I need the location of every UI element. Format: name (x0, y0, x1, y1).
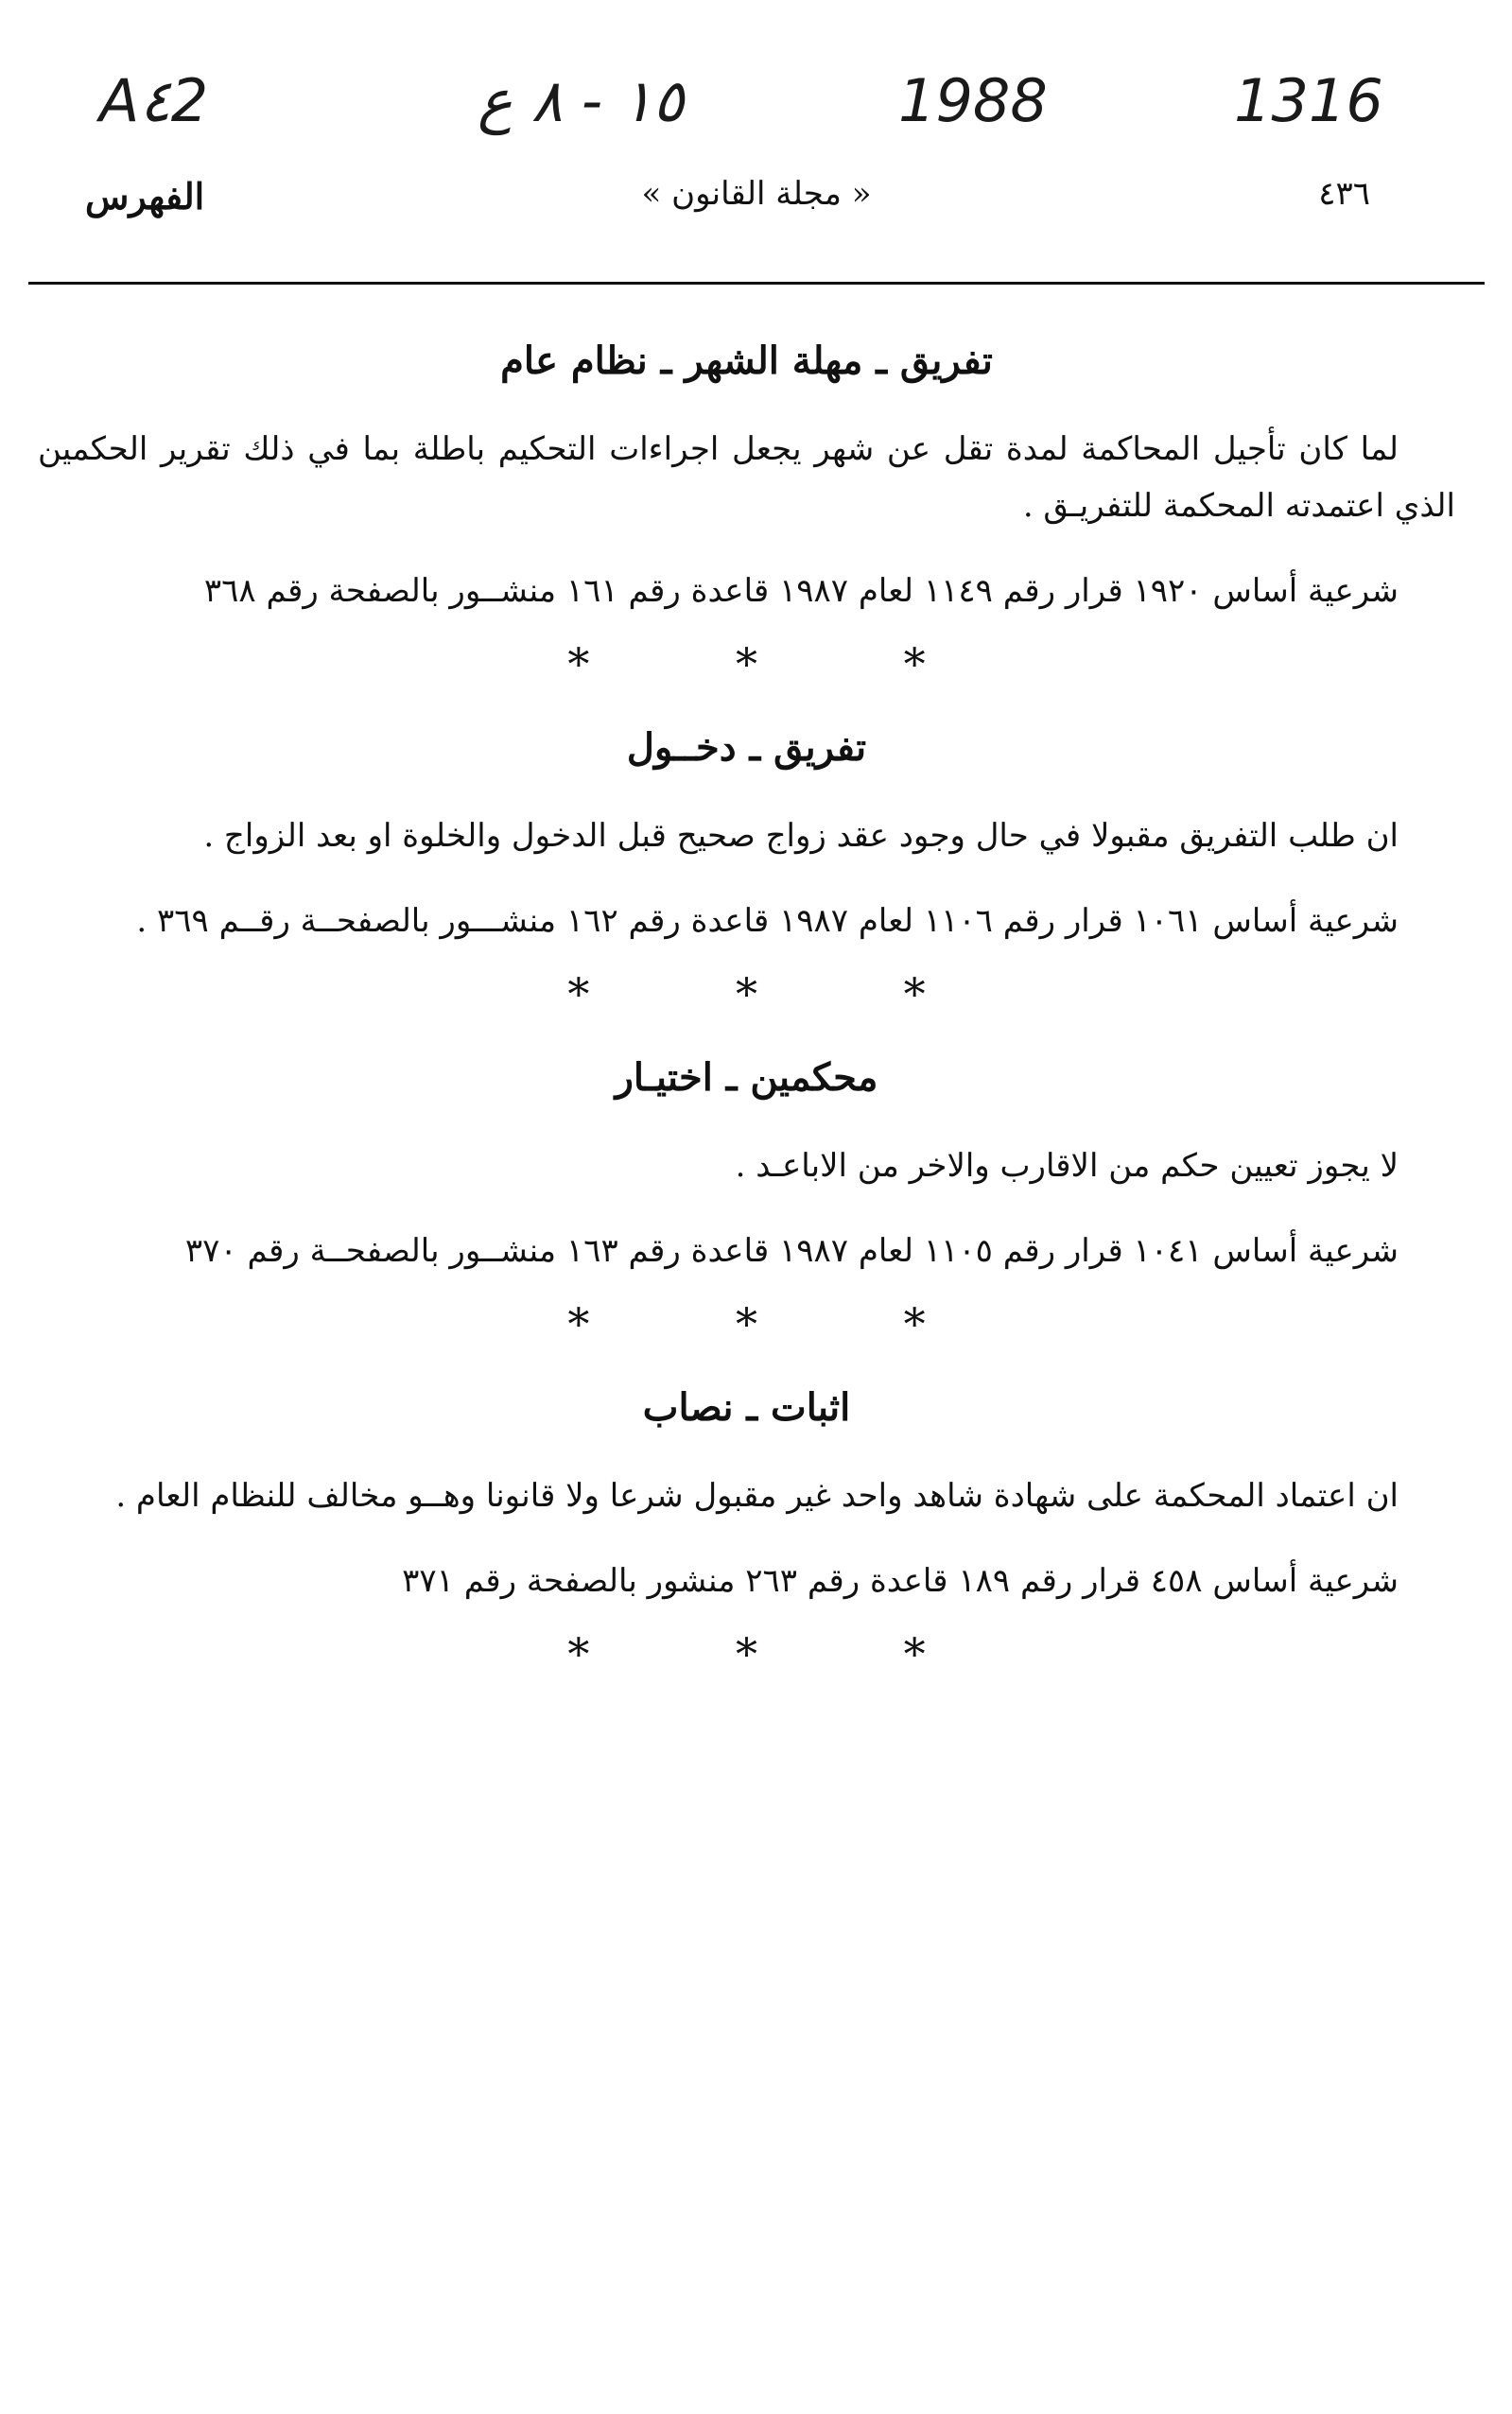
separator-stars: * * * (567, 1628, 992, 1679)
entry-title: تفريق ـ مهلة الشهر ـ نظام عام (500, 339, 993, 383)
entry (38, 1385, 1455, 1679)
index-label: الفهرس (85, 175, 205, 217)
entry-reference: شرعية أساس ١٠٤١ قرار رقم ١١٠٥ لعام ١٩٨٧ قاعدة رقم ١٦٣ منشــور بالصفحــة رقم ٣٧٠ (184, 1232, 1399, 1270)
entry-text: ان اعتماد المحكمة على شهادة شاهد واحد غير مقبول شرعا ولا قانونا وهــو مخالف للنظام العام . (115, 1477, 1399, 1515)
entry-title: اثبات ـ نصاب (642, 1385, 851, 1430)
entry-text: ان طلب التفريق مقبولا في حال وجود عقد زواج صحيح قبل الدخول والخلوة او بعد الزواج . (203, 817, 1399, 855)
separator-stars: * * * (567, 638, 992, 689)
entry-reference: شرعية أساس ١٩٢٠ قرار رقم ١١٤٩ لعام ١٩٨٧ قاعدة رقم ١٦١ منشــور بالصفحة رقم ٣٦٨ (203, 572, 1399, 610)
handwritten-note-c: 1988 (898, 66, 1048, 135)
entry-title: تفريق ـ دخــول (626, 725, 867, 770)
page-number: ٤٣٦ (1318, 175, 1370, 213)
handwritten-note-a: A٤2 (99, 66, 209, 135)
separator-stars: * * * (567, 968, 992, 1019)
handwritten-note-d: 1316 (1234, 66, 1383, 135)
entry (38, 339, 1455, 689)
journal-title: « مجلة القانون » (641, 175, 872, 213)
entry-reference: شرعية أساس ١٠٦١ قرار رقم ١١٠٦ لعام ١٩٨٧ قاعدة رقم ١٦٢ منشـــور بالصفحــة رقــم ٣٦٩ . (136, 902, 1399, 940)
entries-list (38, 303, 1455, 1679)
handwritten-note-b: ١٥ - ٨ ع (478, 66, 685, 135)
entry-title: محكمين ـ اختيـار (615, 1055, 878, 1100)
entry-text: لما كان تأجيل المحاكمة لمدة تقل عن شهر يجعل اجراءات التحكيم باطلة بما في ذلك تقرير الحكمين الذي اعتمدته المحكمة للتفريـق . (38, 430, 1455, 525)
entry (38, 1055, 1455, 1349)
entry-reference: شرعية أساس ٤٥٨ قرار رقم ١٨٩ قاعدة رقم ٢٦٣ منشور بالصفحة رقم ٣٧١ (402, 1562, 1399, 1600)
entry-text: لا يجوز تعيين حكم من الاقارب والاخر من الاباعـد . (735, 1147, 1399, 1185)
entry (38, 725, 1455, 1019)
header-divider (28, 282, 1485, 285)
separator-stars: * * * (567, 1298, 992, 1349)
